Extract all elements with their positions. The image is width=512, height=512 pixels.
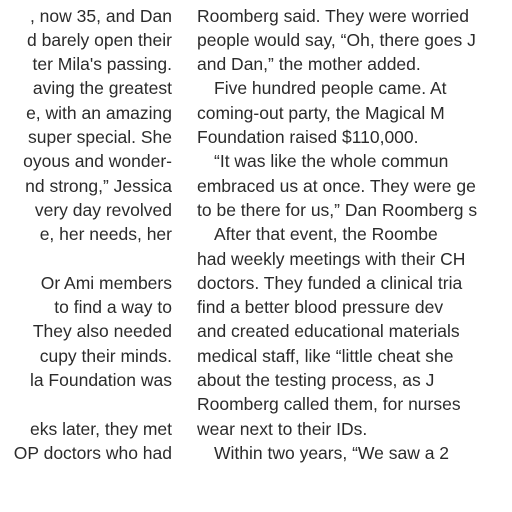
text-line: la Foundation was [29,370,172,390]
text-line: After that event, the Roombe [214,224,438,245]
text-line: embraced us at once. They were ge [197,175,476,196]
text-line: Within two years, “We saw a 2 [214,442,450,463]
text-line: Foundation raised $110,000. [197,127,419,147]
text-line: e, her needs, her [39,224,172,245]
text-line: They also needed [32,321,172,342]
text-line: ter Mila's passing. [32,54,172,75]
text-line: oyous and wonder- [23,151,172,172]
text-line: cupy their minds. [39,345,172,366]
text-line: OP doctors who had [13,442,172,463]
text-line: to find a way to [54,297,172,318]
left-text-column [0,0,172,512]
text-line: d barely open their [27,29,172,50]
text-line: coming-out party, the Magical M [197,102,445,123]
text-line: eks later, they met [29,418,172,439]
text-line: Roomberg said. They were worried [197,5,470,26]
text-line: and created educational materials [197,321,460,342]
text-line: Roomberg called them, for nurses [197,394,461,415]
text-line: medical staff, like “little cheat she [197,345,454,366]
text-line: find a better blood pressure dev [197,297,444,318]
text-line: and Dan,” the mother added. [197,54,421,75]
text-line: about the testing process, as J [197,370,435,390]
text-line: doctors. They funded a clinical tria [197,272,463,293]
text-line: had weekly meetings with their CH [197,248,466,269]
text-line: very day revolved [34,199,172,220]
text-line: to be there for us,” Dan Roomberg s [197,199,478,220]
text-line: people would say, “Oh, there goes J [197,29,476,50]
text-line: super special. She [28,127,172,147]
text-line: Five hundred people came. At [214,78,447,99]
text-line: Or Ami members [40,272,172,293]
right-text-column [197,0,512,512]
text-line: e, with an amazing [26,102,172,123]
text-line: , now 35, and Dan [29,5,172,26]
text-line: aving the greatest [32,78,172,99]
text-line: nd strong,” Jessica [25,175,172,196]
text-line: “It was like the whole commun [214,151,449,172]
text-line: wear next to their IDs. [197,418,368,439]
